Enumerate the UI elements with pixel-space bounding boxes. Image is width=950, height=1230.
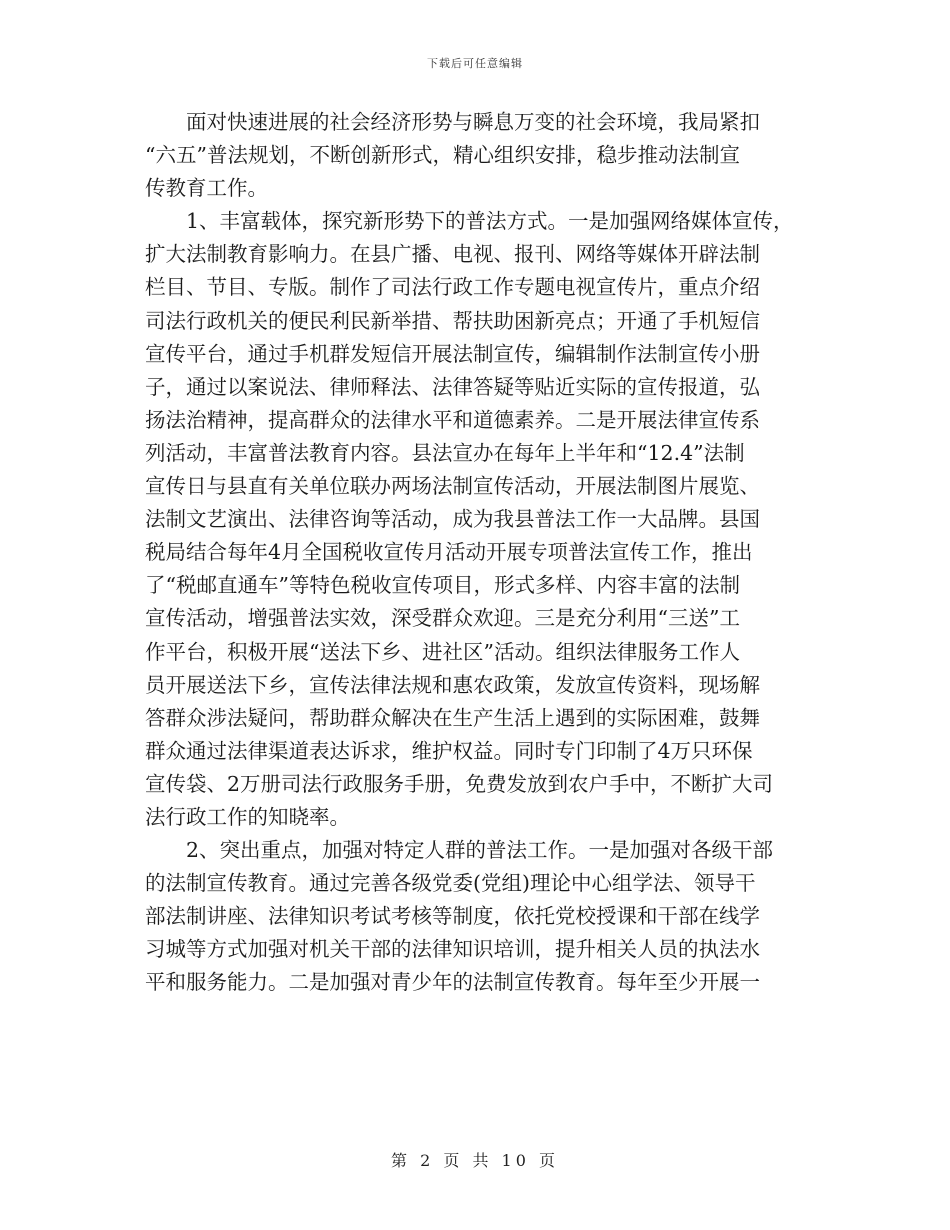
paragraph-line: 宣传袋、2万册司法行政服务手册，免费发放到农户手中，不断扩大司 bbox=[145, 771, 774, 796]
paragraph-line: 员开展送法下乡，宣传法律法规和惠农政策，发放宣传资料，现场解 bbox=[145, 672, 760, 697]
paragraph-line: 子，通过以案说法、律师释法、法律答疑等贴近实际的宣传报道，弘 bbox=[145, 374, 760, 399]
paragraph-line: 法制文艺演出、法律咨询等活动，成为我县普法工作一大品牌。县国 bbox=[145, 507, 760, 532]
paragraph-line: 作平台，积极开展“送法下乡、进社区”活动。组织法律服务工作人 bbox=[145, 639, 740, 664]
paragraph-line: 宣传活动，增强普法实效，深受群众欢迎。三是充分利用“三送”工 bbox=[145, 606, 740, 631]
paragraph-line: 平和服务能力。二是加强对青少年的法制宣传教育。每年至少开展一 bbox=[145, 970, 760, 995]
paragraph-line: 群众通过法律渠道表达诉求，维护权益。同时专门印制了4万只环保 bbox=[145, 738, 753, 763]
paragraph-line: 答群众涉法疑问，帮助群众解决在生产生活上遇到的实际困难，鼓舞 bbox=[145, 705, 760, 730]
page-number-footer: 第 2 页 共 10 页 bbox=[391, 1151, 559, 1170]
paragraph-line: 扬法治精神，提高群众的法律水平和道德素养。二是开展法律宣传系 bbox=[145, 407, 760, 432]
paragraph-line: 1、丰富载体，探究新形势下的普法方式。一是加强网络媒体宣传， bbox=[186, 209, 794, 234]
paragraph-line: 习城等方式加强对机关干部的法律知识培训，提升相关人员的执法水 bbox=[145, 937, 760, 962]
paragraph-line: 部法制讲座、法律知识考试考核等制度，依托党校授课和干部在线学 bbox=[145, 904, 760, 929]
paragraph-line: 列活动，丰富普法教育内容。县法宣办在每年上半年和“12.4”法制 bbox=[145, 440, 745, 465]
page-header: 下载后可任意编辑 bbox=[427, 57, 523, 70]
paragraph-line: 了“税邮直通车”等特色税收宣传项目，形式多样、内容丰富的法制 bbox=[145, 573, 740, 598]
paragraph-line: 宣传日与县直有关单位联办两场法制宣传活动，开展法制图片展览、 bbox=[145, 474, 760, 499]
paragraph-line: 法行政工作的知晓率。 bbox=[145, 804, 350, 829]
paragraph-line: 的法制宣传教育。通过完善各级党委(党组)理论中心组学法、领导干 bbox=[145, 871, 756, 896]
paragraph-line: 宣传平台，通过手机群发短信开展法制宣传，编辑制作法制宣传小册 bbox=[145, 341, 760, 366]
paragraph-line: 司法行政机关的便民利民新举措、帮扶助困新亮点；开通了手机短信 bbox=[145, 308, 760, 333]
paragraph-line: “六五”普法规划，不断创新形式，精心组织安排，稳步推动法制宣 bbox=[145, 143, 740, 168]
paragraph-line: 栏目、节目、专版。制作了司法行政工作专题电视宣传片，重点介绍 bbox=[145, 275, 760, 300]
paragraph-line: 传教育工作。 bbox=[145, 176, 268, 201]
document-body bbox=[145, 106, 820, 1000]
paragraph-line: 税局结合每年4月全国税收宣传月活动开展专项普法宣传工作，推出 bbox=[145, 540, 753, 565]
paragraph-line: 2、突出重点，加强对特定人群的普法工作。一是加强对各级干部 bbox=[186, 838, 774, 863]
paragraph-line: 面对快速进展的社会经济形势与瞬息万变的社会环境，我局紧扣 bbox=[186, 110, 760, 134]
paragraph-line: 扩大法制教育影响力。在县广播、电视、报刊、网络等媒体开辟法制 bbox=[145, 242, 760, 267]
